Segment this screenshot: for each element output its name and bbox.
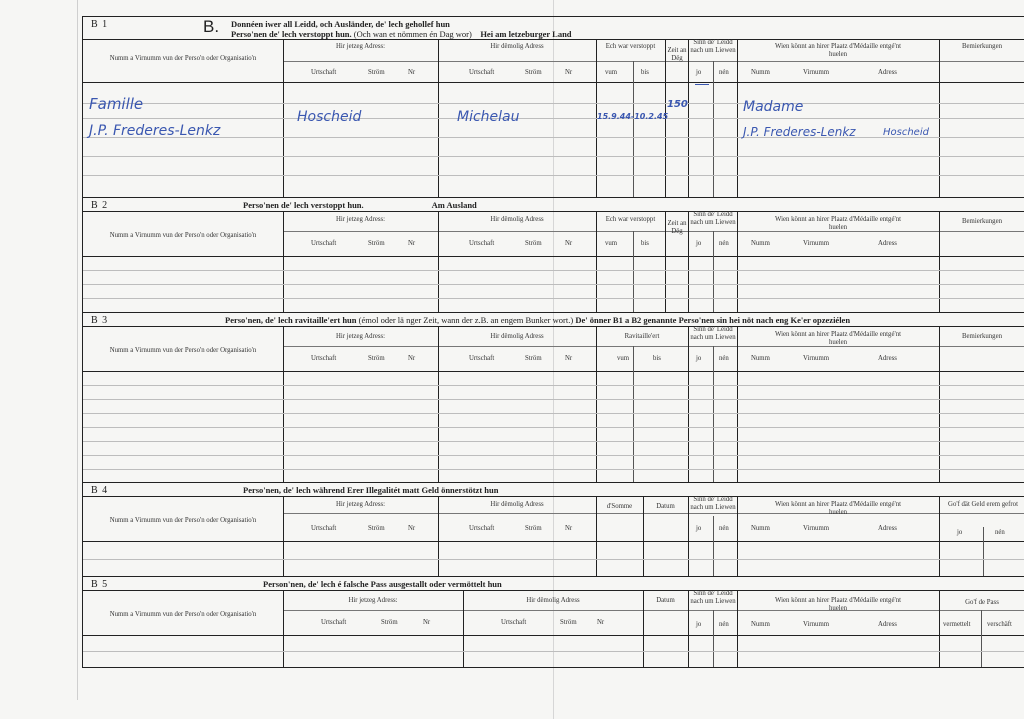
section-b4: B 4 Perso'nen, de' lech während Erer Illegalitét matt Geld önnerstötzt hun Numm a Virnumm vun der Perso'n oder Organisatio'n Hir jetzeg Adress: Urtschaft Ström Nr Hir dëmolig Adress Urtschaft Ström Nr d'Somme Datum Sinn de' Leidd nach um Liewen jo nén Wien könnt an hirer Plaatz d'Médaille entgé'nt huelen Numm Virnumm Adress Go'f dät Geld erem gefrot jo nén [82, 482, 1024, 576]
header-bottom-rule [83, 371, 1024, 372]
subheader-rule [283, 513, 1024, 514]
col-date-header: Datum [656, 503, 675, 510]
handwritten-former-address: Michelau [457, 109, 520, 125]
col-medal-header: Wien könnt an hirer Plaatz d'Médaille entgé'nt huelen [775, 501, 901, 516]
col-remarks-header: Bemierkungen [961, 333, 1002, 340]
col-name-header: Numm a Virnumm vun der Perso'n oder Organisatio'n [109, 55, 257, 62]
col-former-address-header: Hir dëmolig Adress [490, 333, 544, 340]
col-current-address-header: Hir jetzeg Adress: [335, 333, 386, 340]
row-rule [83, 455, 1024, 456]
col-hidden-header: Ech war verstoppt [605, 43, 656, 50]
col-former-address-header: Hir dëmolig Adress [490, 501, 544, 508]
handwritten-current-address: Hoscheid [297, 109, 362, 125]
page-edge-mark [77, 0, 78, 700]
row-rule [83, 399, 1024, 400]
header-rule [83, 326, 1024, 327]
header-bottom-rule [83, 256, 1024, 257]
col-days-header: Zeit an Dëg [667, 220, 687, 235]
col-name-header: Numm a Virnumm vun der Perso'n oder Organisatio'n [109, 517, 257, 524]
col-remarks-header: Bemierkungen [961, 218, 1002, 225]
row-rule [83, 175, 1024, 176]
row-rule [83, 427, 1024, 428]
subheader-rule [283, 346, 1024, 347]
handwritten-medal-line2: J.P. Frederes-Lenkz [743, 125, 856, 139]
handwritten-hidden-dates: 15.9.44-10.2.45 [597, 112, 669, 121]
subheader-rule [283, 610, 1024, 611]
row-rule [83, 441, 1024, 442]
row-rule [83, 469, 1024, 470]
col-alive-header: Sinn de' Leidd nach um Liewen [690, 211, 736, 226]
col-alive-header: Sinn de' Leidd nach um Liewen [690, 496, 736, 511]
col-medal-header: Wien könnt an hirer Plaatz d'Médaille entgé'nt huelen [775, 597, 901, 612]
col-former-address-header: Hir dëmolig Adress [490, 43, 544, 50]
col-current-address-header: Hir jetzeg Adress: [348, 597, 398, 604]
handwritten-name-line2: J.P. Frederes-Lenkz [89, 123, 221, 139]
subheader-rule [283, 61, 1024, 62]
col-current-address-header: Hir jetzeg Adress: [335, 216, 386, 223]
section-title: Donnéen iwer all Leidd, och Ausländer, de' lech gehollef hun Perso'nen de' lech verstoppt hun. (Och wan et nömmen én Dag wor) Hei am letzeburger Land [231, 19, 572, 39]
col-medal-header: Wien könnt an hirer Plaatz d'Médaille entgé'nt huelen [775, 331, 901, 346]
col-former-address-header: Hir dëmolig Adress [490, 216, 544, 223]
col-medal-header: Wien könnt an hirer Plaatz d'Médaille entgé'nt huelen [775, 43, 901, 58]
section-b2: B 2 Perso'nen de' lech verstoppt hun. Am Ausland Numm a Virnumm vun der Perso'n oder Organisatio'n Hir jetzeg Adress: Urtschaft Ström Nr Hir dëmolig Adress Urtschaft Ström Nr Ech war verstoppt vum bis Zeit an Dëg Sinn de' Leidd nach um Liewen jo nén Wien könnt an hirer Plaatz d'Médaille entgé'nt huelen Numm Virnumm Adress Bemierkungen [82, 197, 1024, 312]
header-rule [83, 39, 1024, 40]
handwritten-days: 150 [667, 99, 688, 110]
col-current-address-header: Hir jetzeg Adress: [335, 43, 386, 50]
section-code: B 5 [91, 579, 109, 590]
row-rule [83, 413, 1024, 414]
row-rule [83, 385, 1024, 386]
col-name-header: Numm a Virnumm vun der Perso'n oder Organisatio'n [109, 232, 257, 239]
section-b5: B 5 Person'nen, de' lech é falsche Pass ausgestallt oder vermöttelt hun Numm a Virnumm vun der Perso'n oder Organisatio'n Hir jetzeg Adress: Urtschaft Ström Nr Hir dëmolig Adress Urtschaft Ström Nr Datum Sinn de' Leidd nach um Liewen jo nén Wien könnt an hirer Plaatz d'Médaille entgé'nt huelen Numm Virnumm Adress Go'f de Pass vermettelt verschäft [82, 576, 1024, 668]
section-code: B 1 [91, 19, 109, 30]
section-code: B 3 [91, 315, 109, 326]
row-rule [83, 156, 1024, 157]
col-hidden-header: Ech war verstoppt [605, 216, 656, 223]
checkmark-underline [695, 84, 709, 85]
row-rule [83, 298, 1024, 299]
col-name-header: Numm a Virnumm vun der Perso'n oder Organisatio'n [109, 611, 257, 618]
col-sum-header: d'Somme [606, 503, 633, 510]
col-alive-header: Sinn de' Leidd nach um Liewen [690, 326, 736, 341]
col-alive-header: Sinn de' Leidd nach um Liewen [690, 39, 736, 54]
subheader-rule [283, 231, 1024, 232]
row-rule [83, 284, 1024, 285]
section-title: Person'nen, de' lech é falsche Pass ausgestallt oder vermöttelt hun [263, 579, 502, 589]
col-date-header: Datum [656, 597, 675, 604]
handwritten-medal-line1: Madame [743, 99, 804, 115]
section-b3: B 3 Perso'nen, de' lech ravitaille'ert hun (émol oder lä nger Zeit, wann der z.B. an engem Bunker wort.) De' önner B1 a B2 genannte Perso'nen sin hei nöt nach eng Ke'er opzeziélen Numm a Virnumm vun der Perso'n oder Organisatio'n Hir jetzeg Adress: Urtschaft Ström Nr Hir dëmolig Adress Urtschaft Ström Nr Ravitaille'ert vum bis Sinn de' Leidd nach um Liewen jo nén Wien könnt an hirer Plaatz d'Médaille entgé'nt huelen Numm Virnumm Adress Bemierkungen [82, 312, 1024, 482]
col-fed-header: Ravitaille'ert [624, 333, 660, 340]
section-code: B 2 [91, 200, 109, 211]
header-bottom-rule [83, 635, 1024, 636]
header-bottom-rule [83, 541, 1024, 542]
col-name-header: Numm a Virnumm vun der Perso'n oder Organisatio'n [109, 347, 257, 354]
header-rule [83, 211, 1024, 212]
col-money-returned-header: Go'f dät Geld erem gefrot [948, 501, 1018, 508]
row-rule [83, 118, 1024, 119]
col-divider [713, 61, 714, 198]
handwritten-medal-line3: Hoscheid [883, 127, 929, 138]
section-code: B 4 [91, 485, 109, 496]
col-days-header: Zeit an Dëg [667, 47, 687, 62]
section-title: Perso'nen, de' lech während Erer Illegalitét matt Geld önnerstötzt hun [243, 485, 499, 495]
section-title: Perso'nen de' lech verstoppt hun. Am Ausland [243, 200, 477, 210]
row-rule [83, 270, 1024, 271]
col-current-address-header: Hir jetzeg Adress: [335, 501, 386, 508]
row-rule [83, 651, 1024, 652]
section-letter: B. [203, 17, 220, 36]
col-divider [633, 61, 634, 198]
row-rule [83, 103, 1024, 104]
header-rule [83, 496, 1024, 497]
col-remarks-header: Bemierkungen [961, 43, 1002, 50]
header-rule [83, 590, 1024, 591]
col-medal-header: Wien könnt an hirer Plaatz d'Médaille entgé'nt huelen [775, 216, 901, 231]
header-bottom-rule [83, 82, 1024, 83]
section-title: Perso'nen, de' lech ravitaille'ert hun (émol oder lä nger Zeit, wann der z.B. an engem Bunker wort.) De' önner B1 a B2 genannte Perso'nen sin hei nöt nach eng Ke'er opzeziélen [225, 315, 851, 325]
handwritten-name-line1: Famille [89, 95, 144, 113]
col-alive-header: Sinn de' Leidd nach um Liewen [690, 590, 736, 605]
row-rule [83, 559, 1024, 560]
section-b1: B 1 B. Donnéen iwer all Leidd, och Ausländer, de' lech gehollef hun Perso'nen de' lech verstoppt hun. (Och wan et nömmen én Dag wor) Hei am letzeburger Land Numm a Virnumm vun der Perso'n oder Organisatio'n Hir jetzeg Adress: Urtschaft Ström Nr Hir dëmolig Adress Urtschaft Ström Nr Ech war verstoppt vum bis Zeit an Dëg Sinn de' Leidd nach um Liewen jo nén Wien könnt an hirer Plaatz d'Médaille entgé'nt huelen Numm Virnumm Adress Bemierkungen Famille J.P. Frederes-Lenkz Hoscheid Michelau 15.9.44-10.2.45 150 Madame J.P. Frederes-Lenkz Hoscheid [82, 16, 1024, 197]
col-former-address-header: Hir dëmolig Adress [526, 597, 580, 604]
col-pass-header: Go'f de Pass [965, 599, 999, 606]
